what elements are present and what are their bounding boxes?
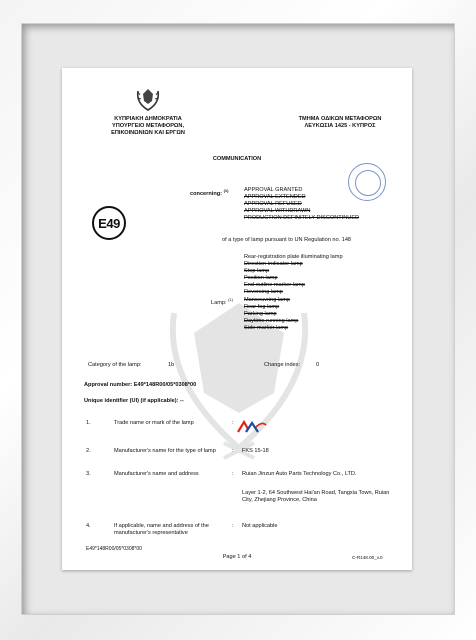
unique-identifier: Unique identifier (UI) (if applicable): -- (84, 398, 184, 404)
concerning-label (190, 187, 228, 198)
item-4-label: If applicable, name and address of the manufacturer's representative (114, 523, 209, 537)
document-title: COMMUNICATION (212, 156, 262, 162)
lamp-item: Rear fog lamp (244, 303, 280, 310)
item-3-value: Ruian Jinzun Auto Parts Technology Co., LTD. (242, 471, 357, 477)
lamp-item: Position lamp (244, 275, 278, 282)
lamp-item: Side-marker lamp (244, 324, 289, 331)
concerning-item: PRODUCTION DEFINITELY DISCONTINUED (244, 215, 360, 222)
regulation-line: of a type of lamp pursuant to UN Regulation no. 148 (222, 237, 352, 243)
lamp-item: Parking lamp (244, 310, 277, 317)
item-2-number: 2. (86, 448, 91, 454)
lamp-item: End-outline marker lamp (244, 282, 305, 289)
concerning-item: APPROVAL GRANTED (244, 187, 303, 193)
lamp-item: Stop lamp (244, 268, 270, 275)
item-1-number: 1. (86, 420, 91, 426)
change-index-label: Change index: (264, 362, 301, 368)
lamp-item: Direction-indicator lamp (244, 261, 303, 268)
item-1-separator: : (232, 420, 234, 426)
item-4-value: Not applicable (242, 523, 278, 529)
header-left-line1: ΚΥΠΡΙΑΚΗ ΔΗΜΟΚΡΑΤΙΑ (114, 116, 182, 122)
item-2-value: FKS 15-18 (242, 448, 269, 454)
approval-number-label: Approval number: (84, 382, 133, 388)
item-4-separator: : (232, 523, 234, 529)
concerning-item: APPROVAL WITHDRAWN (244, 208, 311, 215)
lamp-label (211, 296, 233, 307)
footer-page-number: Page 1 of 4 (222, 554, 252, 560)
concerning-item: APPROVAL EXTENDED (244, 194, 306, 201)
category-label: Category of the lamp: (88, 362, 142, 368)
lamp-item: Rear-registration plate illuminating lamp (244, 254, 343, 260)
change-index-value: 0 (316, 362, 320, 368)
approval-number (84, 382, 196, 390)
lamp-item: Daytime running lamp (244, 317, 299, 324)
trade-mark-logo-icon (236, 419, 268, 435)
lamp-note-ref: (1) (228, 297, 233, 302)
lamp-label-text: Lamp: (211, 299, 227, 306)
category-value: 1b (168, 362, 175, 368)
concerning-note-ref: (1) (223, 188, 229, 193)
footer-reference: E49*148R00/05*0308*00 (86, 546, 142, 552)
item-4-number: 4. (86, 523, 91, 529)
header-left-line2: ΥΠΟΥΡΓΕΙΟ ΜΕΤΑΦΟΡΩΝ, (111, 123, 184, 129)
item-3-separator: : (232, 471, 234, 477)
item-2-separator: : (232, 448, 234, 454)
header-right-line1: ΤΜΗΜΑ ΟΔΙΚΩΝ ΜΕΤΑΦΟΡΩΝ (298, 116, 382, 122)
item-1-label: Trade name or mark of the lamp (114, 420, 194, 426)
item-2-label: Manufacturer's name for the type of lamp (114, 448, 216, 454)
approval-number-value: E49*148R00/05*0308*00 (133, 382, 197, 388)
lamp-item: Manoeuvring lamp (244, 296, 291, 303)
certificate-page (62, 68, 412, 570)
cyprus-coat-of-arms-icon (134, 85, 162, 111)
concerning-label-text: concerning: (190, 190, 223, 197)
approval-mark: E49 (92, 206, 126, 240)
item-3-label: Manufacturer's name and address (114, 471, 199, 477)
lamp-list (244, 254, 343, 332)
footer-form-code: C-R148.00_v.0 (352, 555, 383, 560)
concerning-item: APPROVAL REFUSED (244, 201, 302, 208)
concerning-list (244, 187, 359, 222)
lamp-item: Reversing lamp (244, 289, 283, 296)
item-3-number: 3. (86, 471, 91, 477)
item-3-address: Layer 1-2, 64 Southwest Hai'an Road, Tangxia Town, Ruian City, Zhejiang Province, China (242, 490, 390, 504)
header-right-line2: ΛΕΥΚΩΣΙΑ 1425 - ΚΥΠΡΟΣ (304, 123, 376, 129)
header-left-line3: ΕΠΙΚΟΙΝΩΝΙΩΝ ΚΑΙ ΕΡΓΩΝ (111, 130, 185, 136)
